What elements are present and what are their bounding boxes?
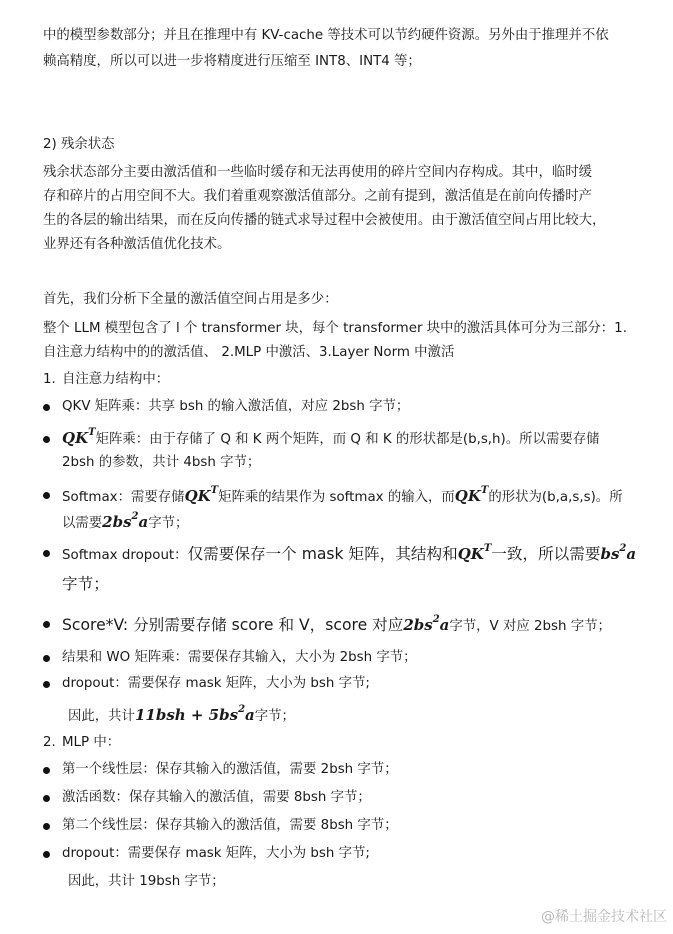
paragraph-line: 存和碎片的占用空间不大。我们着重观察激活值部分。之前有提到，激活值是在前向传播时产	[43, 189, 593, 204]
list-item: Score*V: 分别需要存储 score 和 V，score 对应$2bs^2a$字节，V 对应 2bsh 字节；	[62, 614, 611, 634]
paragraph-line: 生的各层的输出结果，而在反向传播的链式求导过程中会被使用。由于激活值空间占用比较大，	[43, 213, 606, 228]
list-item: dropout：需要保存 mask 矩阵，大小为 bsh 字节;	[62, 676, 370, 691]
overview-line-2: 自注意力结构中的的激活值、 2.MLP 中激活、3.Layer Norm 中激活	[43, 345, 455, 360]
bullet-icon	[43, 621, 50, 628]
bullet-icon	[43, 550, 50, 557]
bullet-icon	[43, 404, 50, 411]
bullet-icon	[43, 436, 50, 443]
watermark: @稀土掘金技术社区	[541, 909, 667, 925]
bullet-icon	[43, 492, 50, 499]
bullet-icon	[43, 655, 50, 662]
intro-line-1: 中的模型参数部分；并且在推理中有 KV-cache 等技术可以节约硬件资源。另外由于推理并不依	[43, 28, 609, 43]
list-item: Softmax dropout：仅需要保存一个 mask 矩阵，其结构和$QK^T$一致，所以需要$bs^2a$	[62, 543, 637, 563]
bullet-icon	[43, 681, 50, 688]
overview-line-1: 整个 LLM 模型包含了 l 个 transformer 块，每个 transformer 块中的激活具体可分为三部分：1.	[43, 321, 627, 336]
subtotal: 因此，共计 19bsh 字节；	[68, 874, 225, 889]
list-number: 1.	[43, 372, 56, 387]
list-item-continuation: 字节；	[62, 575, 109, 593]
analysis-intro: 首先，我们分析下全量的激活值空间占用是多少：	[43, 292, 338, 307]
list-number: 2.	[43, 735, 56, 750]
section-heading: 2) 残余状态	[43, 137, 115, 152]
bullet-icon	[43, 851, 50, 858]
list-item: $QK^T$矩阵乘：由于存储了 Q 和 K 两个矩阵，而 Q 和 K 的形状都是(b,s,h)。所以需要存储	[62, 427, 600, 447]
list-item: 激活函数：保存其输入的激活值，需要 8bsh 字节；	[62, 790, 371, 805]
list-item: Softmax：需要存储$QK^T$矩阵乘的结果作为 softmax 的输入，而$QK^T$的形状为(b,a,s,s)。所	[62, 485, 623, 505]
bullet-icon	[43, 767, 50, 774]
math-formula: $QK^T$	[62, 427, 96, 447]
list-item: 第一个线性层：保存其输入的激活值，需要 2bsh 字节；	[62, 762, 398, 777]
paragraph-line: 残余状态部分主要由激活值和一些临时缓存和无法再使用的碎片空间内存构成。其中，临时缓	[43, 165, 593, 180]
list-title: MLP 中：	[62, 735, 121, 750]
intro-line-2: 赖高精度，所以可以进一步将精度进行压缩至 INT8、INT4 等；	[43, 54, 421, 69]
list-item-continuation: 2bsh 的参数，共计 4bsh 字节；	[62, 455, 261, 470]
bullet-icon	[43, 795, 50, 802]
list-item: dropout：需要保存 mask 矩阵，大小为 bsh 字节;	[62, 846, 370, 861]
subtotal: 因此，共计$11bsh + 5bs^2a$字节；	[68, 704, 295, 724]
list-item-continuation: 以需要$2bs^2a$字节；	[62, 511, 189, 531]
list-item: 第二个线性层：保存其输入的激活值，需要 8bsh 字节；	[62, 818, 398, 833]
list-item: 结果和 WO 矩阵乘：需要保存其输入，大小为 2bsh 字节；	[62, 650, 417, 665]
bullet-icon	[43, 823, 50, 830]
list-title: 自注意力结构中：	[62, 372, 170, 387]
paragraph-line: 业界还有各种激活值优化技术。	[43, 237, 231, 252]
list-item: QKV 矩阵乘：共享 bsh 的输入激活值，对应 2bsh 字节；	[62, 399, 410, 414]
